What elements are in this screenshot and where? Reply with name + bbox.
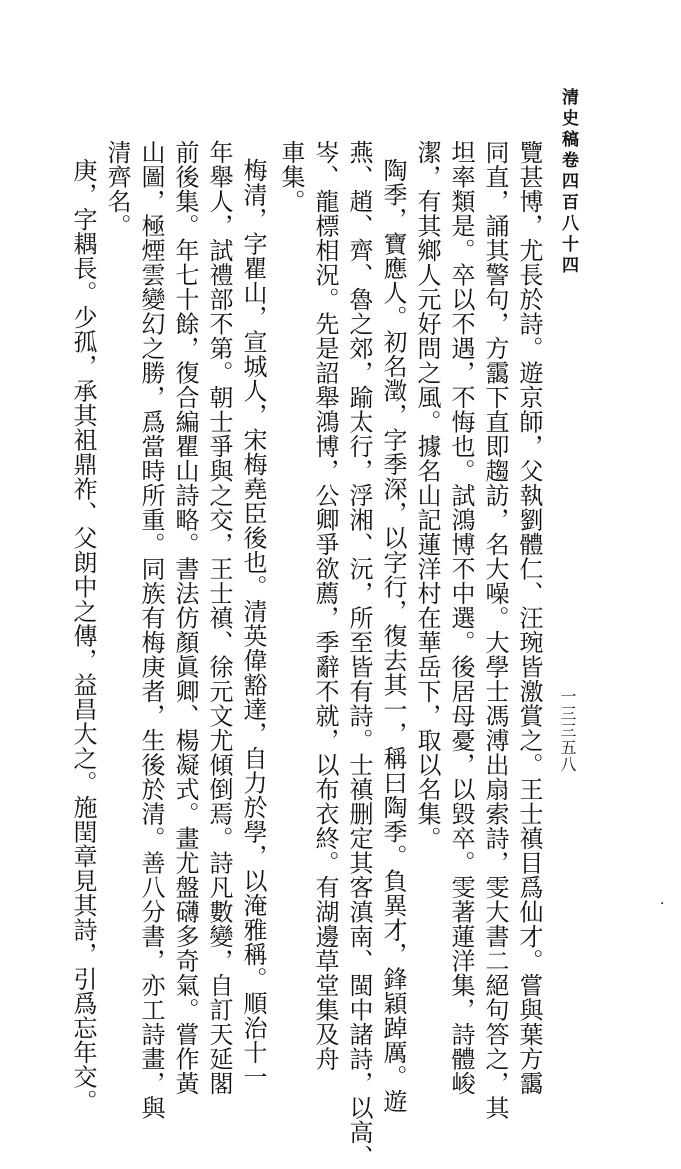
text-column-9: 梅清，字瞿山，宣城人，宋梅堯臣後也。清英偉豁達，自力於學，以淹雅稱。順治十一 bbox=[239, 158, 267, 1089]
text-column-10: 年舉人，試禮部不第。朝士爭與之交，王士禛、徐元文尤傾倒焉。詩凡數變，自訂天延閣 bbox=[205, 140, 233, 1096]
text-column-11: 前後集。年七十餘，復合編瞿山詩略。書法仿顏眞卿、楊凝式。畫尤盤礴多奇氣。嘗作黃 bbox=[171, 140, 199, 1096]
text-column-12: 山圖，極煙雲變幻之勝，爲當時所重。同族有梅庚者，生後於清。善八分書，亦工詩畫，與 bbox=[137, 140, 165, 1120]
text-column-1: 覽甚博，尤長於詩。遊京師，父執劉體仁、汪琬皆激賞之。王士禛目爲仙才。嘗與葉方靄 bbox=[515, 140, 543, 1096]
corner-mark: · bbox=[660, 896, 665, 912]
text-column-5: 陶季，寶應人。初名澂，字季深，以字行，復去其一，稱曰陶季。負異才，鋒穎踔厲。遊 bbox=[379, 158, 407, 1114]
text-column-4: 潔，有其鄉人元好問之風。據名山記蓮洋村在華岳下，取以名集。 bbox=[413, 140, 441, 851]
text-column-3: 坦率類是。卒以不遇，不悔也。試鴻博不中選。後居母憂，以毀卒。雯著蓮洋集，詩體峻 bbox=[447, 140, 475, 1096]
page-header-title: 清史稿卷四百八十四 bbox=[558, 88, 578, 277]
text-column-6: 燕、趙、齊、魯之郊，踰太行，浮湘、沅，所至皆有詩。士禛删定其客滇南、閩中諸詩，以高、 bbox=[345, 140, 373, 1169]
text-column-8: 車集。 bbox=[277, 140, 305, 214]
text-column-13: 清齊名。 bbox=[103, 140, 131, 238]
text-column-14: 庚，字耦長。少孤，承其祖鼎祚、父朗中之傳，益昌大之。施閏章見其詩，引爲忘年交。 bbox=[69, 158, 97, 1114]
page-number: 一三三五八 bbox=[558, 688, 577, 773]
text-column-2: 同直，誦其警句，方靄下直即趨訪，名大噪。大學士馮溥出扇索詩，雯大書二絕句答之，其 bbox=[481, 140, 509, 1120]
text-column-7: 岑、龍標相況。先是詔舉鴻博，公卿爭欲薦，季辭不就，以布衣終。有湖邊草堂集及舟 bbox=[311, 140, 339, 1071]
